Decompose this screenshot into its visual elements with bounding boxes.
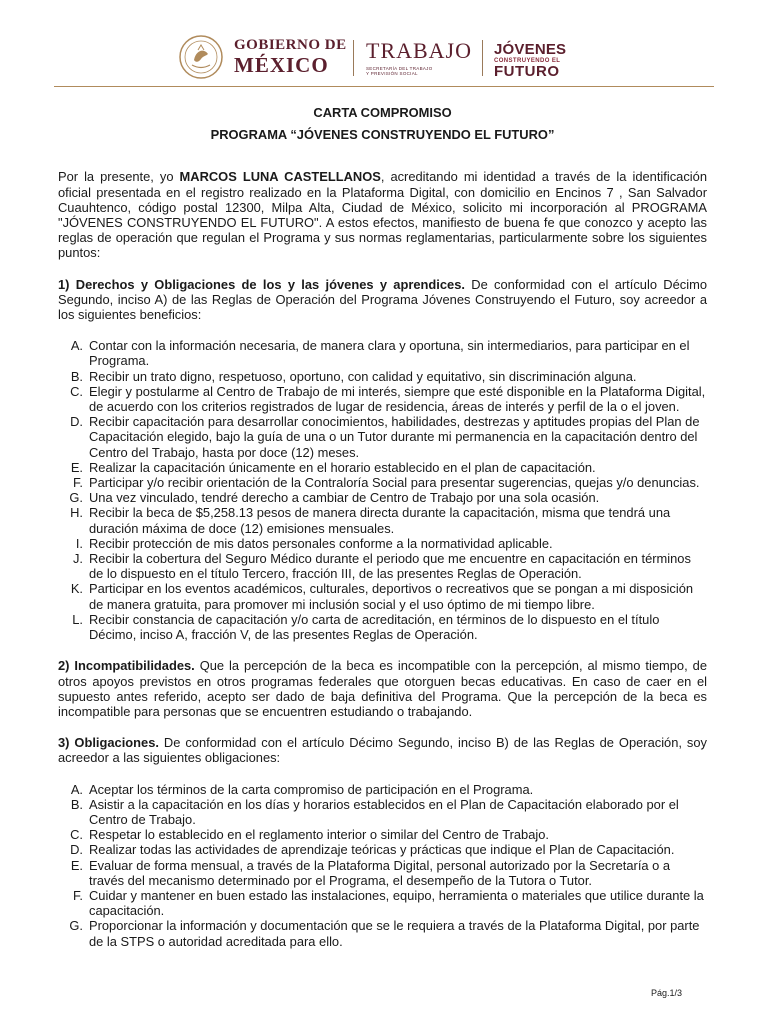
list-item-marker: F. [72,475,83,491]
trabajo-title: TRABAJO [366,38,473,63]
list-item-marker: H. [70,505,83,521]
list-item [58,581,707,611]
list-item [58,369,707,384]
intro-pre: Por la presente, yo [58,169,180,185]
list-item-text: Realizar todas las actividades de aprendizaje teóricas y prácticas que indique el Plan de Capacitación. [89,842,675,858]
section-2-heading: 2) Incompatibilidades. [58,658,195,674]
jovenes-logo [494,42,566,79]
section-2-paragraph [58,658,707,719]
list-item [58,414,707,460]
list-item [58,551,707,581]
list-item-text: Realizar la capacitación únicamente en el horario establecido en el plan de capacitación. [89,459,596,475]
list-item-marker: F. [72,887,83,903]
person-name: MARCOS LUNA CASTELLANOS [179,169,381,185]
list-item-marker: J. [72,551,83,567]
page-number: Pág.1/3 [650,988,682,998]
jovenes-line3: FUTURO [494,63,560,80]
list-item [58,918,707,948]
list-item-text: Evaluar de forma mensual, a través de la Plataforma Digital, personal autorizado por la Secretaría o a través del mecanismo determinado por el Programa, el desempeño de la Tutora o Tutor. [89,857,671,888]
list-item-text: Contar con la información necesaria, de manera clara y oportuna, sin intermediarios, para participar en el Programa. [89,338,690,369]
section-1-paragraph [58,277,707,323]
list-item-marker: G. [69,490,83,506]
list-item-marker: C. [70,827,83,843]
logo-divider [482,40,483,76]
list-item-marker: A. [70,781,83,797]
list-item-text: Una vez vinculado, tendré derecho a cambiar de Centro de Trabajo por una sola ocasión. [89,490,600,506]
jovenes-line1: JÓVENES [494,41,567,58]
section-3-heading: 3) Obligaciones. [58,735,159,751]
section-3-paragraph [58,735,707,765]
list-item [58,505,707,535]
list-item-text: Respetar lo establecido en el reglamento interior o similar del Centro de Trabajo. [89,827,550,843]
benefits-list [58,338,707,642]
list-item-text: Participar en los eventos académicos, culturales, deportivos o recreativos que se pongan a mi disposición de manera gratuita, para promover mi inclusión social y el uso óptimo de mi tiempo libre. [89,581,694,612]
list-item-text: Cuidar y mantener en buen estado las instalaciones, equipo, herramienta o materiales que utilice durante la capacitación. [89,887,704,919]
list-item-marker: A. [70,338,83,354]
list-item [58,536,707,551]
list-item-text: Recibir protección de mis datos personales conforme a la normatividad aplicable. [89,535,553,551]
gobierno-de-mexico-logo [234,38,347,76]
doc-subtitle: PROGRAMA “JÓVENES CONSTRUYENDO EL FUTURO” [210,127,555,143]
mexico-coat-of-arms-icon [178,34,224,80]
section-3-body: De conformidad con el artículo Décimo Segundo, inciso B) de las Reglas de Operación, soy acreedor a las siguientes obligaciones: [58,735,707,766]
list-item [58,842,707,857]
section-2-body: Que la percepción de la beca es incompatible con la percepción, al mismo tiempo, de otros apoyos previstos en otros programas federales que otorguen becas educativas. En caso de caer en el supuesto antes referido, acepto ser dado de baja definitiva del Programa. Que la percepción de la beca es incompatible para personas que se encuentren estudiando o trabajando. [58,658,707,719]
list-item-marker: K. [70,581,83,597]
list-item-text: Recibir la beca de $5,258.13 pesos de manera directa durante la capacitación, misma que tendrá una duración máxima de doce (12) emisiones mensuales. [89,505,671,536]
list-item-marker: B. [70,796,83,812]
intro-paragraph [58,169,707,260]
list-item-marker: D. [70,842,83,858]
list-item [58,888,707,918]
list-item-marker: L. [72,611,83,627]
list-item [58,797,707,827]
section-1-heading: 1) Derechos y Obligaciones de los y las jóvenes y aprendices. [58,276,465,292]
list-item [58,460,707,475]
letter-body [58,105,707,949]
list-item-marker: E. [70,857,83,873]
trabajo-sub1: SECRETARÍA DEL TRABAJO [366,66,433,71]
section-1-body: De conformidad con el artículo Décimo Segundo, inciso A) de las Reglas de Operación del Programa Jóvenes Construyendo el Futuro, soy acreedor a los siguientes beneficios: [58,276,707,323]
list-item-text: Recibir la cobertura del Seguro Médico durante el periodo que me encuentre en capacitación en términos de lo dispuesto en el título Tercero, fracción III, de las presentes Reglas de Operación. [89,551,691,582]
list-item-marker: C. [70,383,83,399]
list-item-text: Asistir a la capacitación en los días y horarios establecidos en el Plan de Capacitación elaborado por el Centro de Trabajo. [89,796,679,827]
list-item-marker: D. [70,414,83,430]
doc-title: CARTA COMPROMISO [313,105,452,120]
list-item [58,490,707,505]
list-item-text: Recibir capacitación para desarrollar conocimientos, habilidades, destrezas y aptitudes propias del Plan de Capacitación elegido, bajo la guía de una o un Tutor durante mi permanencia en la capacitación dentro del Centro del Trabajo, hasta por doce (12) meses. [89,414,700,460]
obligations-list [58,782,707,949]
list-item-marker: E. [70,459,83,475]
list-item-text: Aceptar los términos de la carta compromiso de participación en el Programa. [89,781,534,797]
list-item [58,612,707,642]
list-item-text: Elegir y postularme al Centro de Trabajo de mi interés, siempre que esté disponible en la Plataforma Digital, de acuerdo con los criterios registrados de lugar de residencia, áreas de interés y perfil de la o el joven. [89,383,706,415]
gob-line1: GOBIERNO DE [234,37,347,53]
list-item-marker: B. [70,368,83,384]
trabajo-sub2: Y PREVISIÓN SOCIAL [366,71,418,77]
list-item-text: Participar y/o recibir orientación de la Contraloría Social para presentar sugerencias, quejas y/o denuncias. [89,475,700,491]
list-item-marker: I. [75,535,83,551]
jovenes-line2: CONSTRUYENDO EL [494,58,561,64]
list-item [58,475,707,490]
letterhead [0,0,768,90]
list-item [58,384,707,414]
list-item-text: Proporcionar la información y documentación que se le requiera a través de la Plataforma Digital, por parte de la STPS o autoridad acreditada para ello. [89,918,700,949]
list-item-marker: G. [69,918,83,934]
logo-divider [353,40,354,76]
list-item-text: Recibir constancia de capacitación y/o carta de acreditación, en términos de lo dispuesto en el título Décimo, inciso A, fracción V, de las presentes Reglas de Operación. [89,611,660,643]
list-item [58,827,707,842]
intro-post: , acreditando mi identidad a través de la identificación oficial presentada en el registro realizado en la Plataforma Digital, con domicilio en Encinos 7 , San Salvador Cuauhtenco, código postal 12300, Milpa Alta, Ciudad de México, solicito mi incorporación al PROGRAMA "JÓVENES CONSTRUYENDO EL FUTURO". A estos efectos, manifiesto de buena fe que conozco y acepto las reglas de operación que regulan el Programa y sus normas reglamentarias, particularmente sobre los siguientes puntos: [58,169,707,261]
header-rule [54,86,714,87]
list-item [58,338,707,368]
list-item [58,782,707,797]
gob-line2: MÉXICO [234,53,329,77]
list-item [58,858,707,888]
list-item-text: Recibir un trato digno, respetuoso, oportuno, con calidad y equitativo, sin discriminación alguna. [89,368,637,384]
trabajo-logo [366,40,472,77]
